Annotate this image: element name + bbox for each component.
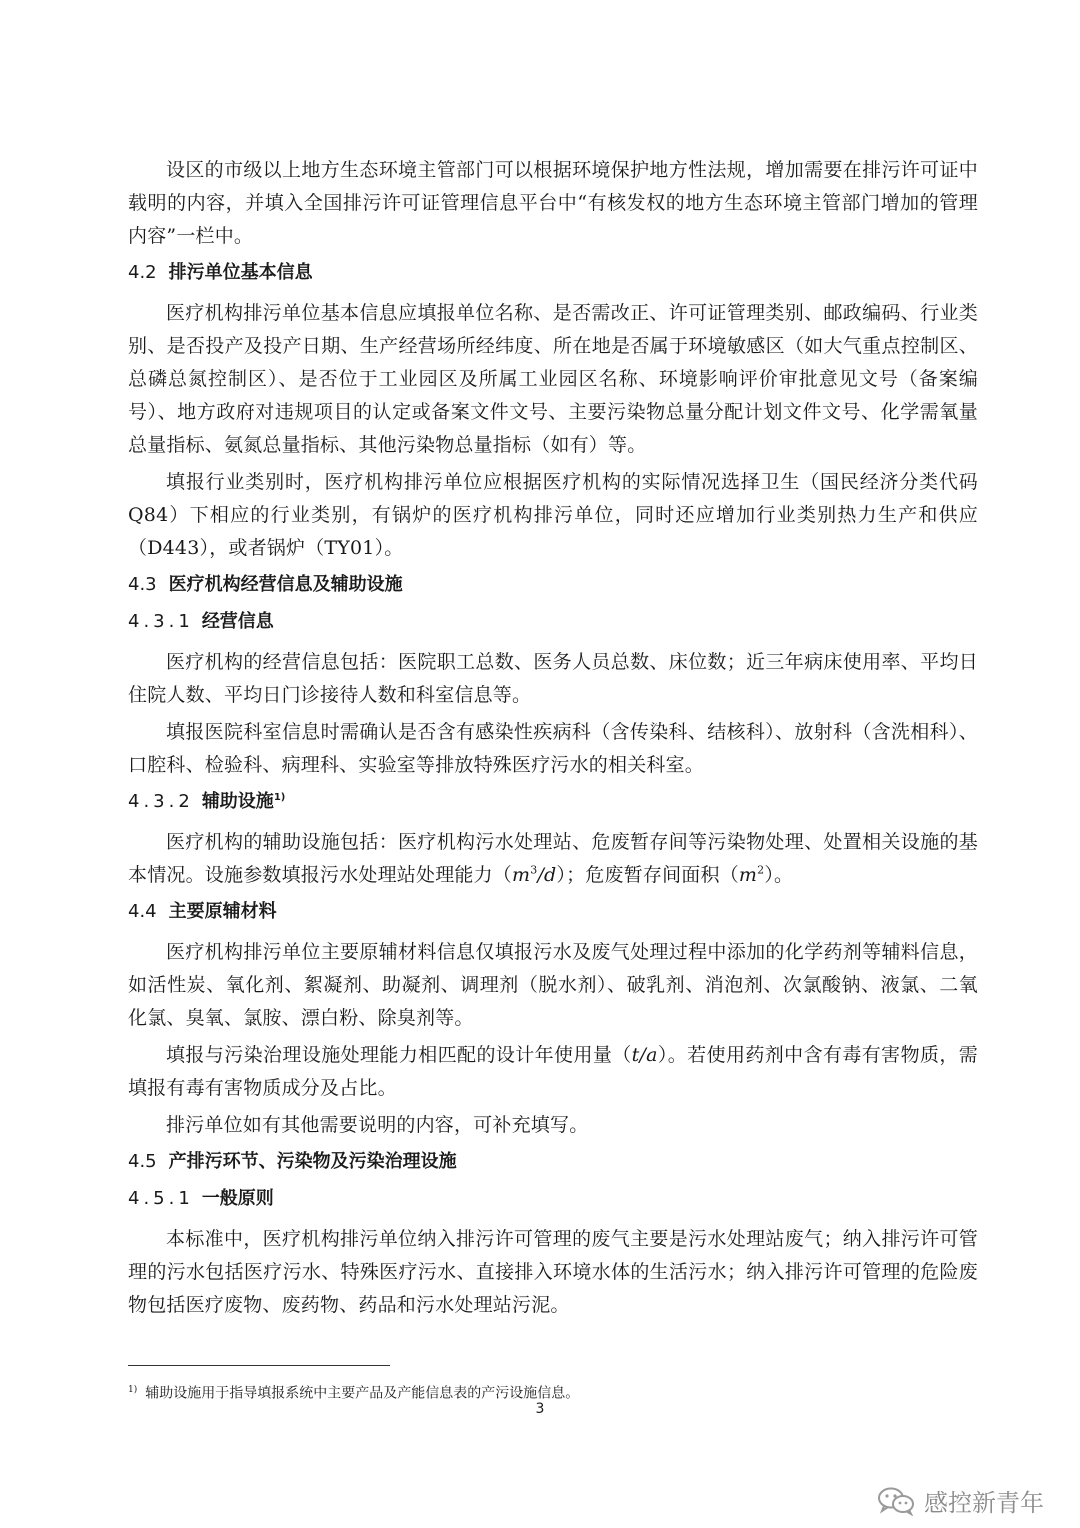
paragraph-auxiliary-facilities (128, 826, 978, 892)
section-title: 医疗机构经营信息及辅助设施 (168, 574, 403, 595)
section-title: 一般原则 (201, 1188, 274, 1209)
section-number: 4.5 (128, 1151, 157, 1172)
page-number: 3 (535, 1401, 545, 1417)
section-title: 排污单位基本信息 (168, 262, 313, 283)
section-number: 4.4 (128, 901, 157, 922)
unit-text: t/a (631, 1044, 658, 1066)
paragraph-materials: 医疗机构排污单位主要原辅材料信息仅填报污水及废气处理过程中添加的化学药剂等辅料信息，如活性炭、氧化剂、絮凝剂、助凝剂、调理剂（脱水剂）、破乳剂、消泡剂、次氯酸钠、液氯、二氧化氯、臭氧、氯胺、漂白粉、除臭剂等。 (128, 941, 978, 1029)
section-number: 4.3 (128, 574, 157, 595)
paragraph-industry-category: 填报行业类别时，医疗机构排污单位应根据医疗机构的实际情况选择卫生（国民经济分类代码 Q84）下相应的行业类别，有锅炉的医疗机构排污单位，同时还应增加行业类别热力生产和供应（D443），或者锅炉（TY01）。 (128, 471, 978, 559)
paragraph-basic-info: 医疗机构排污单位基本信息应填报单位名称、是否需改正、许可证管理类别、邮政编码、行业类别、是否投产及投产日期、生产经营场所经纬度、所在地是否属于环境敏感区（如大气重点控制区、总磷总氮控制区）、是否位于工业园区及所属工业园区名称、环境影响评价审批意见文号（备案编号）、地方政府对违规项目的认定或备案文件文号、主要污染物总量分配计划文件文号、化学需氧量总量指标、氨氮总量指标、其他污染物总量指标（如有）等。 (128, 302, 978, 456)
paragraph-annual-usage (128, 1039, 978, 1105)
section-heading-4-3-1 (128, 609, 978, 635)
footnote-mark: 1) (128, 1385, 138, 1395)
watermark (876, 1483, 1044, 1518)
unit-text: /d (537, 864, 557, 886)
paragraph-department-info: 填报医院科室信息时需确认是否含有感染性疾病科（含传染科、结核科）、放射科（含洗相科）、口腔科、检验科、病理科、实验室等排放特殊医疗污水的相关科室。 (128, 721, 978, 776)
section-heading-4-2 (128, 260, 978, 286)
text-run: ）；危废暂存间面积（ (556, 864, 739, 886)
section-number: 4.2 (128, 262, 157, 283)
wechat-icon (876, 1486, 916, 1516)
unit-superscript: 3 (530, 863, 538, 877)
section-heading-4-5 (128, 1149, 978, 1175)
text-run: ）。若使用药剂中含有毒有害物质，需填报有毒有害物质成分及占比。 (128, 1044, 978, 1099)
section-title: 辅助设施 (201, 791, 274, 812)
unit-superscript: 2 (757, 863, 765, 877)
section-number: 4.5.1 (128, 1188, 194, 1209)
section-heading-4-3 (128, 572, 978, 598)
section-number: 4.3.1 (128, 611, 194, 632)
section-title: 产排污环节、污染物及污染治理设施 (168, 1151, 457, 1172)
text-run: 填报与污染治理设施处理能力相匹配的设计年使用量（ (166, 1044, 632, 1066)
section-heading-4-5-1 (128, 1186, 978, 1212)
footnote-reference: 1) (273, 792, 286, 803)
watermark-text: 感控新青年 (924, 1489, 1044, 1517)
section-title: 经营信息 (201, 611, 274, 632)
unit-text: m (738, 864, 758, 886)
paragraph-operating-info: 医疗机构的经营信息包括：医院职工总数、医务人员总数、床位数；近三年病床使用率、平均日住院人数、平均日门诊接待人数和科室信息等。 (128, 651, 978, 706)
text-run: ）。 (764, 864, 794, 886)
section-heading-4-3-2 (128, 789, 978, 815)
paragraph-general-principles: 本标准中，医疗机构排污单位纳入排污许可管理的废气主要是污水处理站废气；纳入排污许可管理的污水包括医疗污水、特殊医疗污水、直接排入环境水体的生活污水；纳入排污许可管理的危险废物包括医疗废物、废药物、药品和污水处理站污泥。 (128, 1228, 978, 1316)
footnote-text: 辅助设施用于指导填报系统中主要产品及产能信息表的产污设施信息。 (145, 1385, 580, 1402)
paragraph-intro: 设区的市级以上地方生态环境主管部门可以根据环境保护地方性法规，增加需要在排污许可证中载明的内容，并填入全国排污许可证管理信息平台中“有核发权的地方生态环境主管部门增加的管理内容”一栏中。 (128, 159, 978, 247)
text-run: 医疗机构的辅助设施包括：医疗机构污水处理站、危废暂存间等污染物处理、处置相关设施的基本情况。设施参数填报污水处理站处理能力（ (128, 831, 978, 886)
unit-text: m (512, 864, 531, 886)
section-number: 4.3.2 (128, 791, 194, 812)
section-heading-4-4 (128, 899, 978, 925)
section-title: 主要原辅材料 (168, 901, 277, 922)
paragraph-other-notes: 排污单位如有其他需要说明的内容，可补充填写。 (166, 1114, 589, 1136)
document-body (128, 154, 978, 1326)
footnote-divider (128, 1365, 390, 1366)
